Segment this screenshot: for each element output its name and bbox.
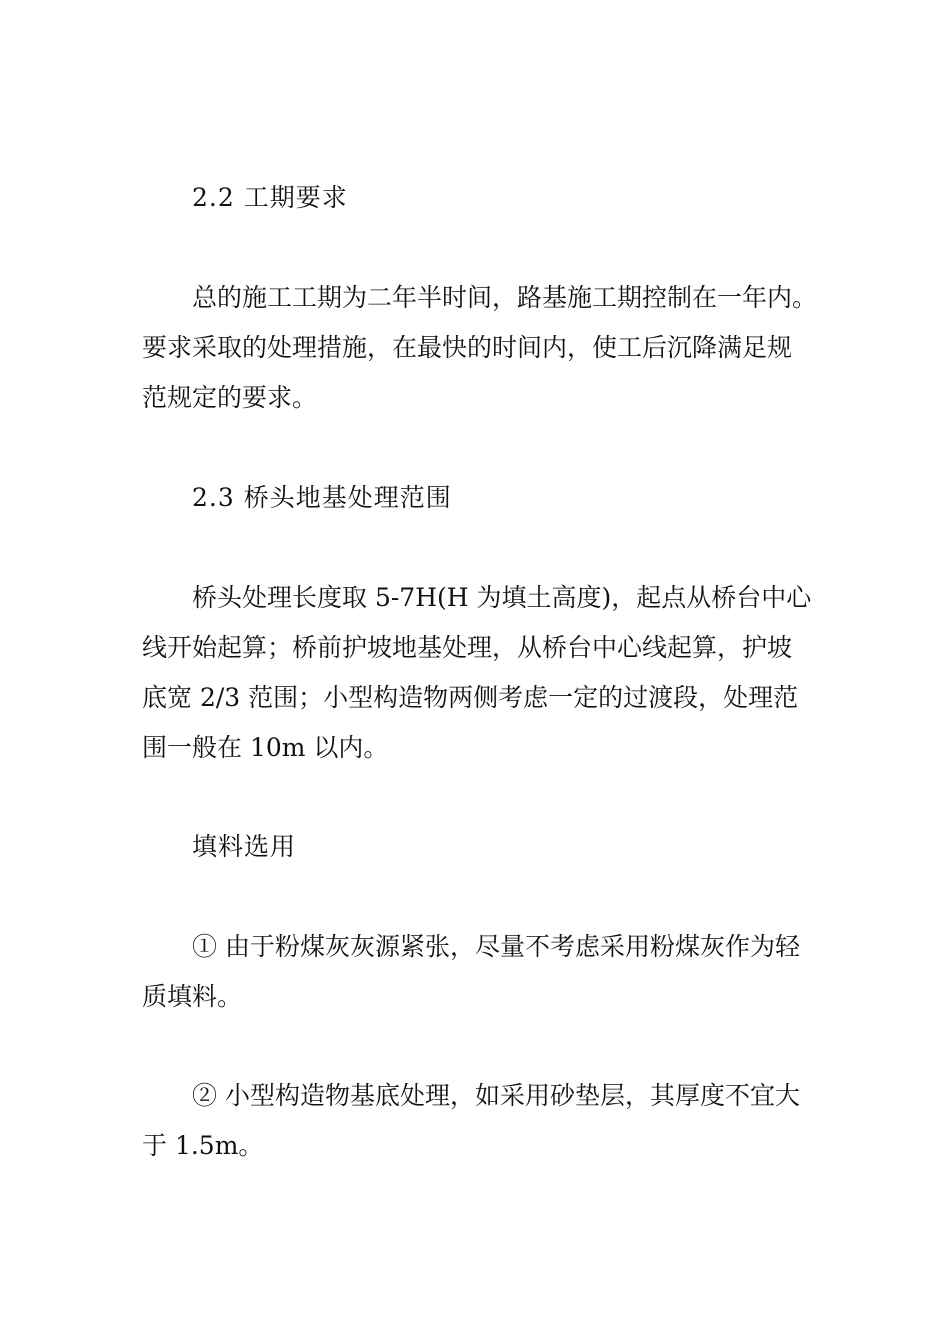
paragraph-line: 线开始起算；桥前护坡地基处理，从桥台中心线起算，护坡 (142, 633, 793, 662)
fill-selection-heading (142, 822, 814, 872)
paragraph-line: 要求采取的处理措施，在最快的时间内，使工后沉降满足规 (142, 333, 793, 362)
paragraph-line: 底宽 2/3 范围；小型构造物两侧考虑一定的过渡段，处理范 (142, 683, 799, 712)
heading-text: 填料选用 (192, 832, 297, 861)
list-item-line: ② 小型构造物基底处理，如采用砂垫层，其厚度不宜大 (192, 1081, 800, 1110)
heading-text: 2.2 工期要求 (192, 183, 348, 212)
section-2-2-paragraph (142, 273, 818, 423)
section-2-2-heading (142, 173, 814, 223)
fill-selection-item-1 (142, 922, 814, 1022)
heading-text: 2.3 桥头地基处理范围 (192, 483, 452, 512)
paragraph-line: 桥头处理长度取 5-7H(H 为填土高度)，起点从桥台中心 (192, 583, 812, 612)
list-item-line: 质填料。 (142, 982, 243, 1011)
section-2-3-paragraph (142, 573, 814, 773)
section-2-3-heading (142, 473, 814, 523)
paragraph-line: 总的施工工期为二年半时间，路基施工期控制在一年内。 (192, 283, 818, 312)
paragraph-line: 范规定的要求。 (142, 383, 318, 412)
paragraph-line: 围一般在 10m 以内。 (142, 733, 389, 762)
list-item-line: ① 由于粉煤灰灰源紧张，尽量不考虑采用粉煤灰作为轻 (192, 932, 800, 961)
list-item-line: 于 1.5m。 (142, 1131, 264, 1160)
fill-selection-item-2 (142, 1071, 814, 1171)
